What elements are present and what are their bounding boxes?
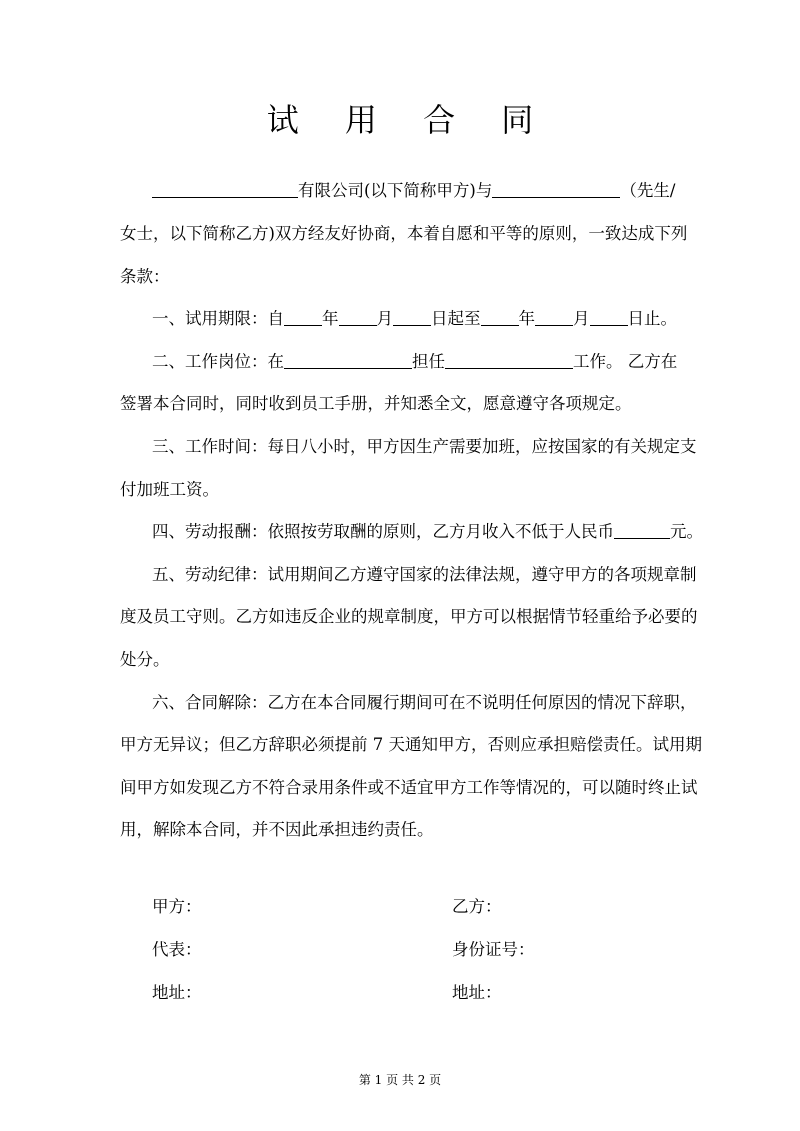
intro-line-1 xyxy=(152,180,692,202)
clause-2-end: 工作。 乙方在 xyxy=(573,352,678,371)
end-month-blank[interactable] xyxy=(535,308,573,326)
clause-4-prefix: 四、劳动报酬：依照按劳取酬的原则，乙方月收入不低于人民币 xyxy=(152,522,614,541)
job-position-blank[interactable] xyxy=(445,351,573,369)
clause-5-line-3: 处分。 xyxy=(120,650,170,669)
clause-5-line-1: 五、劳动纪律：试用期间乙方遵守国家的法律法规，遵守甲方的各项规章制 xyxy=(152,565,697,584)
intro-company-suffix: 有限公司(以下简称甲方)与 xyxy=(298,181,493,200)
clause-1-end: 日止。 xyxy=(627,309,677,328)
document-title: 试 用 合 同 xyxy=(266,101,552,139)
clause-2-line-1 xyxy=(152,351,722,373)
end-year-blank[interactable] xyxy=(481,308,519,326)
party-a-address-label: 地址： xyxy=(152,983,202,1002)
party-b-address-label: 地址： xyxy=(452,983,502,1002)
employee-name-blank[interactable] xyxy=(492,180,620,198)
clause-4 xyxy=(152,521,722,543)
party-a-label: 甲方： xyxy=(152,897,202,916)
salary-blank[interactable] xyxy=(614,521,670,539)
clause-3-line-1: 三、工作时间：每日八小时，甲方因生产需要加班，应按国家的有关规定支 xyxy=(152,437,697,456)
intro-gender-start: （先生/ xyxy=(620,181,676,200)
clause-1-day-to: 日起至 xyxy=(431,309,481,328)
clause-1 xyxy=(152,308,722,330)
clause-6-line-1: 六、合同解除：乙方在本合同履行期间可在不说明任何原因的情况下辞职， xyxy=(152,693,697,712)
clause-5-line-2: 度及员工守则。乙方如违反企业的规章制度，甲方可以根据情节轻重给予必要的 xyxy=(120,607,698,626)
clause-6-line-4: 用，解除本合同，并不因此承担违约责任。 xyxy=(120,820,434,839)
clause-1-month2: 月 xyxy=(573,309,590,328)
start-day-blank[interactable] xyxy=(393,308,431,326)
clause-1-year: 年 xyxy=(322,309,339,328)
clause-1-month: 月 xyxy=(376,309,393,328)
clause-6-line-3: 间甲方如发现乙方不符合录用条件或不适宜甲方工作等情况的，可以随时终止试 xyxy=(120,778,698,797)
clause-6-line-2: 甲方无异议；但乙方辞职必须提前 7 天通知甲方，否则应承担赔偿责任。试用期 xyxy=(120,735,702,754)
start-month-blank[interactable] xyxy=(339,308,377,326)
clause-1-year2: 年 xyxy=(518,309,535,328)
representative-label: 代表： xyxy=(152,940,202,959)
end-day-blank[interactable] xyxy=(590,308,628,326)
clause-3-line-2: 付加班工资。 xyxy=(120,480,219,499)
clause-2-line-2: 签署本合同时，同时收到员工手册，并知悉全文，愿意遵守各项规定。 xyxy=(120,394,632,413)
clause-1-prefix: 一、试用期限：自 xyxy=(152,309,284,328)
intro-line-3: 条款： xyxy=(120,267,170,286)
id-number-label: 身份证号： xyxy=(452,940,535,959)
page-number-footer: 第 1 页 共 2 页 xyxy=(358,1073,442,1087)
clause-2-mid: 担任 xyxy=(412,352,445,371)
company-name-blank[interactable] xyxy=(152,180,298,198)
work-location-blank[interactable] xyxy=(284,351,412,369)
clause-4-end: 元。 xyxy=(670,522,703,541)
intro-line-2: 女士，以下简称乙方)双方经友好协商，本着自愿和平等的原则，一致达成下列 xyxy=(120,224,688,243)
party-b-label: 乙方： xyxy=(452,897,502,916)
clause-2-prefix: 二、工作岗位：在 xyxy=(152,352,284,371)
start-year-blank[interactable] xyxy=(284,308,322,326)
